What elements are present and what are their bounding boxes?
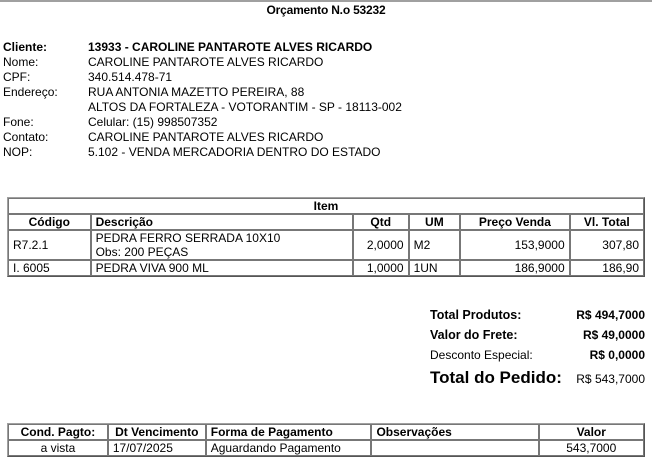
info-value: 13933 - CAROLINE PANTAROTE ALVES RICARDO	[88, 40, 373, 54]
table-row	[8, 230, 644, 260]
cell-um: 1UN	[409, 260, 461, 276]
cell-observacoes	[371, 440, 538, 456]
table-row	[8, 260, 644, 276]
info-row-fone	[3, 115, 402, 130]
info-label: Nome:	[3, 55, 39, 69]
col-header-valor: Valor	[539, 424, 645, 440]
col-header-um: UM	[409, 214, 461, 230]
col-header-descricao: Descrição	[91, 214, 353, 230]
info-value: ALTOS DA FORTALEZA - VOTORANTIM - SP - 18113-002	[88, 100, 402, 114]
col-header-dt-vencimento: Dt Vencimento	[108, 424, 206, 440]
info-label: Contato:	[3, 130, 49, 144]
valor-frete-label: Valor do Frete:	[430, 328, 518, 342]
payments-table	[7, 423, 645, 457]
col-header-observacoes: Observações	[371, 424, 538, 440]
cell-preco: 153,9000	[460, 230, 569, 260]
col-header-preco: Preço Venda	[460, 214, 569, 230]
info-label: Endereço:	[3, 85, 58, 99]
col-header-total: Vl. Total	[570, 214, 644, 230]
table-row	[8, 440, 644, 456]
total-pedido-row	[430, 368, 645, 388]
info-row-nome	[3, 55, 402, 70]
cell-preco: 186,9000	[460, 260, 569, 276]
info-row-contato	[3, 130, 402, 145]
cell-descricao: PEDRA VIVA 900 ML	[91, 260, 353, 276]
cell-codigo: R7.2.1	[8, 230, 91, 260]
cell-total: 307,80	[570, 230, 644, 260]
total-produtos-value: R$ 494,7000	[576, 308, 645, 322]
col-header-codigo: Código	[8, 214, 91, 230]
valor-frete-row	[430, 328, 645, 348]
desconto-row	[430, 348, 645, 368]
info-row-endereco	[3, 85, 402, 100]
item-description: PEDRA FERRO SERRADA 10X10	[95, 231, 281, 245]
desconto-label: Desconto Especial:	[430, 348, 533, 362]
info-value: Celular: (15) 998507352	[88, 115, 218, 129]
info-row-nop	[3, 145, 402, 160]
cell-valor: 543,7000	[539, 440, 645, 456]
page-title: Orçamento N.o 53232	[266, 3, 386, 17]
items-header-row	[8, 214, 644, 230]
totals-summary	[430, 308, 645, 388]
cell-qtd: 1,0000	[353, 260, 409, 276]
desconto-value: R$ 0,0000	[589, 348, 645, 362]
payments-header-row	[8, 424, 644, 440]
info-value: CAROLINE PANTAROTE ALVES RICARDO	[88, 130, 324, 144]
cell-qtd: 2,0000	[353, 230, 409, 260]
cell-cond-pagto: a vista	[8, 440, 108, 456]
info-label: Cliente:	[3, 40, 48, 54]
items-caption: Item	[8, 198, 644, 214]
items-caption-row	[8, 198, 644, 214]
info-row-cpf	[3, 70, 402, 85]
total-pedido-value: R$ 543,7000	[576, 372, 645, 386]
cell-codigo: I. 6005	[8, 260, 91, 276]
info-value: 340.514.478-71	[88, 70, 173, 84]
info-label: CPF:	[3, 70, 31, 84]
cell-descricao	[91, 230, 353, 260]
top-divider	[0, 0, 652, 2]
info-row-endereco-2	[3, 100, 402, 115]
col-header-forma-pagamento: Forma de Pagamento	[206, 424, 372, 440]
cell-dt-vencimento: 17/07/2025	[108, 440, 206, 456]
items-table	[7, 197, 645, 277]
total-pedido-label: Total do Pedido:	[430, 368, 562, 387]
cell-um: M2	[409, 230, 461, 260]
item-observation: Obs: 200 PEÇAS	[95, 245, 189, 259]
info-row-cliente	[3, 40, 402, 55]
info-label: Fone:	[3, 115, 34, 129]
total-produtos-label: Total Produtos:	[430, 308, 522, 322]
valor-frete-value: R$ 49,0000	[582, 328, 645, 342]
col-header-cond-pagto: Cond. Pagto:	[8, 424, 108, 440]
customer-info	[3, 40, 402, 160]
info-value: RUA ANTONIA MAZETTO PEREIRA, 88	[88, 85, 305, 99]
cell-total: 186,90	[570, 260, 644, 276]
info-value: 5.102 - VENDA MERCADORIA DENTRO DO ESTADO	[88, 145, 381, 159]
col-header-qtd: Qtd	[353, 214, 409, 230]
total-produtos-row	[430, 308, 645, 328]
info-label	[3, 100, 88, 115]
cell-forma-pagamento: Aguardando Pagamento	[206, 440, 372, 456]
info-value: CAROLINE PANTAROTE ALVES RICARDO	[88, 55, 324, 69]
info-label: NOP:	[3, 145, 33, 159]
